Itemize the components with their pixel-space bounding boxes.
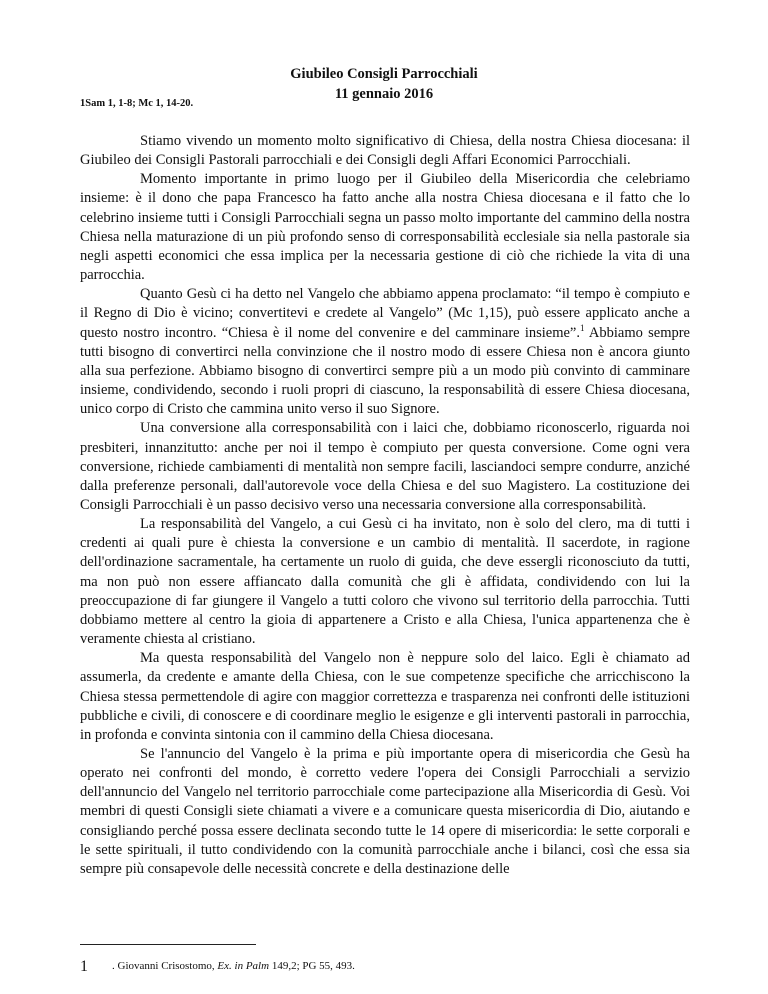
footnote-text — [112, 960, 355, 972]
paragraph: Se l'annuncio del Vangelo è la prima e più importante opera di misericordia che Gesù ha operato nei confronti del mondo, è corretto vedere l'opera dei Consigli Parrocchiali a servizio dell'annuncio del Vangelo nel territorio parrocchiale come partecipazione alla Misericordia di Gesù. Voi membri di questi Consigli siete chiamati a vivere e a comunicare questa misericordia di Dio, aiutando e consigliando perché possa essere declinata secondo tutte le 14 opere di misericordia: le sette corporali e le sette spirituali, il tutto condividendo con la comunità parrocchiale anche i bilanci, così che essa sia sempre più consapevole delle necessità concrete e della destinazione delle — [80, 746, 690, 877]
paragraph-text: Quanto Gesù ci ha detto nel Vangelo che abbiamo appena proclamato: “il tempo è compiuto e il Regno di Dio è vicino; convertitevi e credete al Vangelo” (Mc 1,15), può essere applicato anche a questo nostro incontro. “Chiesa è il nome del convenire e del camminare insieme”. — [80, 286, 690, 341]
footnote-divider — [80, 944, 256, 945]
footnote-text-after: 149,2; PG 55, 493. — [269, 960, 355, 972]
paragraph: Momento importante in primo luogo per il Giubileo della Misericordia che celebriamo insieme: è il dono che papa Francesco ha fatto anche alla nostra Chiesa diocesana e il fatto che lo celebrino insieme tutti i Consigli Parrocchiali segna un passo molto importante del cammino della nostra Chiesa nella maturazione di un più profondo senso di corresponsabilità ecclesiale sia nella pastorale sia negli aspetti economici che essa implica per la necessaria gestione di ciò che richiede la vita di una parrocchia. — [80, 171, 690, 284]
document-body — [80, 132, 690, 879]
footnote-number: 1 — [80, 958, 88, 975]
footnote-text-before: . Giovanni Crisostomo, — [112, 960, 218, 972]
readings-reference: 1Sam 1, 1-8; Mc 1, 14-20. — [80, 98, 194, 109]
paragraph-with-note — [80, 285, 690, 419]
footnote — [80, 958, 700, 975]
footnote-source-title: Ex. in Palm — [217, 960, 270, 972]
paragraph: Ma questa responsabilità del Vangelo non è neppure solo del laico. Egli è chiamato ad assumerla, da credente e amante della Chiesa, con le sue competenze specifiche che arricchiscono la Chiesa stessa permettendole di agire con maggior correttezza e trasparenza nei confronti delle istituzioni pubbliche e civili, di conoscere e di coordinare meglio le esigenze e gli interventi pastorali in parrocchia, in profonda e convinta sintonia con il cammino della Chiesa diocesana. — [80, 650, 690, 743]
title-line-1: Giubileo Consigli Parrocchiali — [290, 66, 478, 82]
paragraph: Stiamo vivendo un momento molto significativo di Chiesa, della nostra Chiesa diocesana: il Giubileo dei Consigli Pastorali parrocchiali e dei Consigli degli Affari Economici Parrocchiali. — [80, 133, 690, 169]
footnote-reference[interactable]: 1 — [580, 322, 585, 333]
paragraph: La responsabilità del Vangelo, a cui Gesù ci ha invitato, non è solo del clero, ma di tutti i credenti ai quali pure è chiesta la conversione e un cambio di mentalità. Il sacerdote, in ragione dell'ordinazione sacramentale, ha certamente un ruolo di guida, che deve essergli riconosciuto da tutti, ma non può non essere affiancato dalla comunità che gli è affidata, condividendo con lui la preoccupazione di far giungere il Vangelo a tutti coloro che vivono sul territorio della parrocchia. Tutti dobbiamo mettere al centro la gioia di appartenere a Cristo e alla Chiesa, l'unica appartenenza che è veramente chiesta al cristiano. — [80, 516, 690, 648]
paragraph: Una conversione alla corresponsabilità con i laici che, dobbiamo riconoscerlo, riguarda noi presbiteri, innanzitutto: anche per noi il tempo è compiuto per questa conversione. Come ogni vera conversione, richiede cambiamenti di mentalità non sempre facili, lasciandoci sempre condurre, anziché dalla preferenze personali, dall'autorevole voce della Chiesa e del suo Magistero. La costituzione dei Consigli Parrocchiali è un passo decisivo verso una necessaria conversione alla corresponsabilità. — [80, 420, 690, 513]
title-date: 11 gennaio 2016 — [334, 86, 434, 102]
paragraph-text: Abbiamo sempre tutti bisogno di convertirci nella convinzione che il nostro modo di essere Chiesa non è ancora giunto alla sua perfezione. Abbiamo bisogno di convertirci sempre più a un modo più convinto di camminare insieme, condividendo, secondo i ruoli propri di ciascuno, la responsabilità di essere Chiesa diocesana, unico corpo di Cristo che cammina unito verso il suo Signore. — [80, 324, 690, 418]
